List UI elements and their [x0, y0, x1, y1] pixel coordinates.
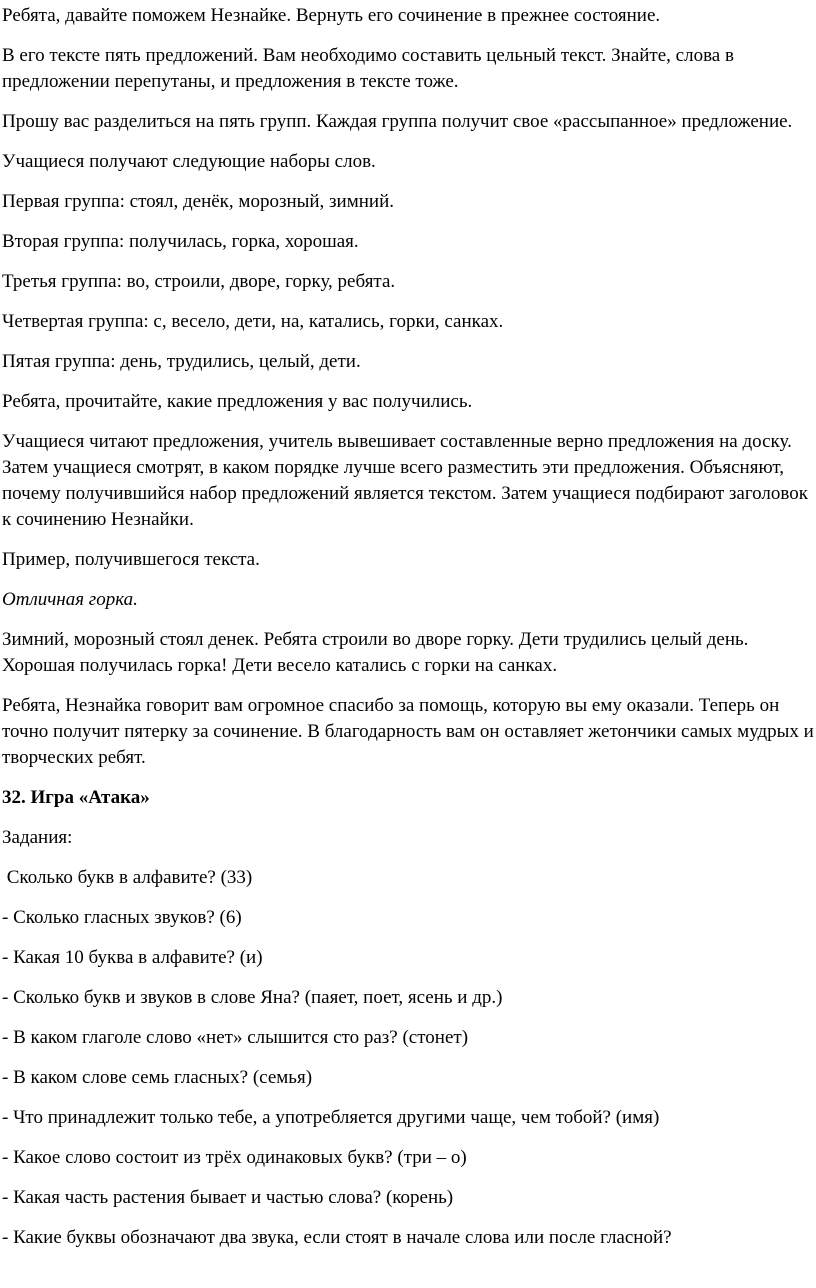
- paragraph-task-description: В его тексте пять предложений. Вам необходимо составить цельный текст. Знайте, слова в предложении перепутаны, и предложения в тексте тоже.: [2, 45, 734, 92]
- list-item: - Какая часть растения бывает и частью слова? (корень): [2, 1187, 454, 1208]
- list-item: - Какое слово состоит из трёх одинаковых букв? (три – о): [2, 1147, 467, 1168]
- section-heading: 32. Игра «Атака»: [2, 787, 150, 808]
- paragraph-students-read: Учащиеся читают предложения, учитель вывешивает составленные верно предложения на доску. Затем учащиеся смотрят, в каком порядке лучше всего разместить эти предложения. Объясняют, почему получившийся набор предложений является текстом. Затем учащиеся подбирают заголовок к сочинению Незнайки.: [2, 431, 808, 530]
- list-item: - Что принадлежит только тебе, а употребляется другими чаще, чем тобой? (имя): [2, 1107, 660, 1128]
- tasks-list: [2, 865, 814, 1251]
- list-item: - В каком глаголе слово «нет» слышится сто раз? (стонет): [2, 1027, 469, 1048]
- paragraph-group-5: Пятая группа: день, трудились, целый, дети.: [2, 351, 361, 372]
- list-item: - Сколько гласных звуков? (6): [2, 907, 242, 928]
- paragraph-groups-instruction: Прошу вас разделиться на пять групп. Каждая группа получит свое «рассыпанное» предложение.: [2, 111, 793, 132]
- paragraph-group-1: Первая группа: стоял, денёк, морозный, зимний.: [2, 191, 394, 212]
- list-item: Сколько букв в алфавите? (33): [2, 867, 253, 888]
- paragraph-read-sentences: Ребята, прочитайте, какие предложения у вас получились.: [2, 391, 473, 412]
- paragraph-closing: Ребята, Незнайка говорит вам огромное спасибо за помощь, которую вы ему оказали. Теперь он точно получит пятерку за сочинение. В благодарность вам он оставляет жетончики самых мудрых и творческих ребят.: [2, 695, 814, 768]
- paragraph-example-label: Пример, получившегося текста.: [2, 549, 260, 570]
- paragraph-word-sets-intro: Учащиеся получают следующие наборы слов.: [2, 151, 376, 172]
- paragraph-group-2: Вторая группа: получилась, горка, хорошая.: [2, 231, 359, 252]
- example-title: Отличная горка.: [2, 589, 138, 610]
- paragraph-intro: Ребята, давайте поможем Незнайке. Вернуть его сочинение в прежнее состояние.: [2, 5, 661, 26]
- paragraph-group-3: Третья группа: во, строили, дворе, горку, ребята.: [2, 271, 396, 292]
- list-item: - Сколько букв и звуков в слове Яна? (паяет, поет, ясень и др.): [2, 987, 503, 1008]
- list-item: - Какая 10 буква в алфавите? (и): [2, 947, 263, 968]
- paragraph-group-4: Четвертая группа: с, весело, дети, на, катались, горки, санках.: [2, 311, 504, 332]
- example-text: Зимний, морозный стоял денек. Ребята строили во дворе горку. Дети трудились целый день. Хорошая получилась горка! Дети весело катались с горки на санках.: [2, 629, 749, 676]
- list-item: - Какие буквы обозначают два звука, если стоят в начале слова или после гласной?: [2, 1227, 672, 1248]
- list-item: - В каком слове семь гласных? (семья): [2, 1067, 313, 1088]
- tasks-label: Задания:: [2, 827, 73, 848]
